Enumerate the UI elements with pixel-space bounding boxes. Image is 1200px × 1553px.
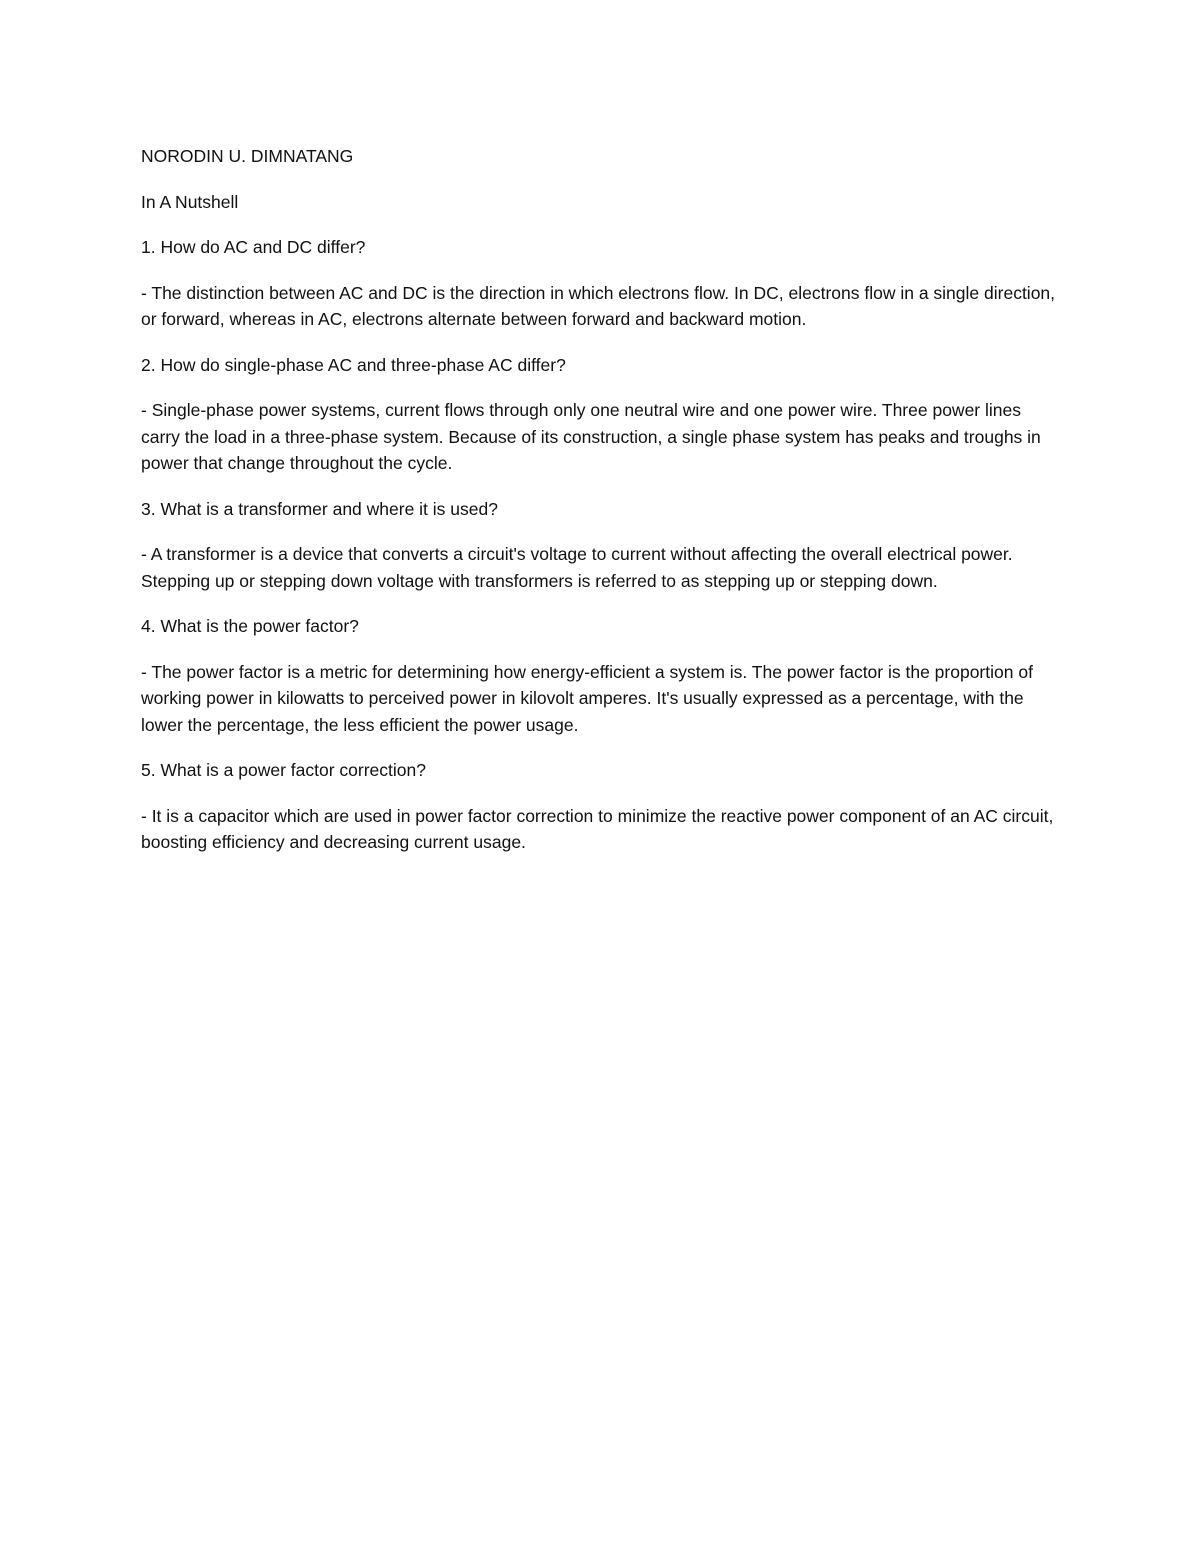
answer-2: - Single-phase power systems, current flows through only one neutral wire and one power wire. Three power lines carry the load in a three-phase system. Because of its construction, a single phase system has peaks and troughs in power that change throughout the cycle. [141,400,1041,473]
document-body [141,143,1061,875]
answer-1: - The distinction between AC and DC is the direction in which electrons flow. In DC, electrons flow in a single direction, or forward, whereas in AC, electrons alternate between forward and backward motion. [141,282,1056,329]
question-4: 4. What is the power factor? [141,616,359,636]
answer-4: - The power factor is a metric for determining how energy-efficient a system is. The power factor is the proportion of working power in kilowatts to perceived power in kilovolt amperes. It's usually expressed as a percentage, with the lower the percentage, the less efficient the power usage. [141,661,1033,735]
question-2: 2. How do single-phase AC and three-phase AC differ? [141,354,566,375]
answer-3: - A transformer is a device that converts a circuit's voltage to current without affecting the overall electrical power. Stepping up or stepping down voltage with transformers is referred to as stepping up or stepping down. [141,544,1013,591]
question-1: 1. How do AC and DC differ? [141,237,366,257]
document-heading: In A Nutshell [141,191,239,212]
question-3: 3. What is a transformer and where it is used? [141,498,498,519]
answer-5: - It is a capacitor which are used in power factor correction to minimize the reactive power component of an AC circuit, boosting efficiency and decreasing current usage. [141,805,1054,852]
question-5: 5. What is a power factor correction? [141,760,426,780]
author-name: NORODIN U. DIMNATANG [141,146,354,166]
